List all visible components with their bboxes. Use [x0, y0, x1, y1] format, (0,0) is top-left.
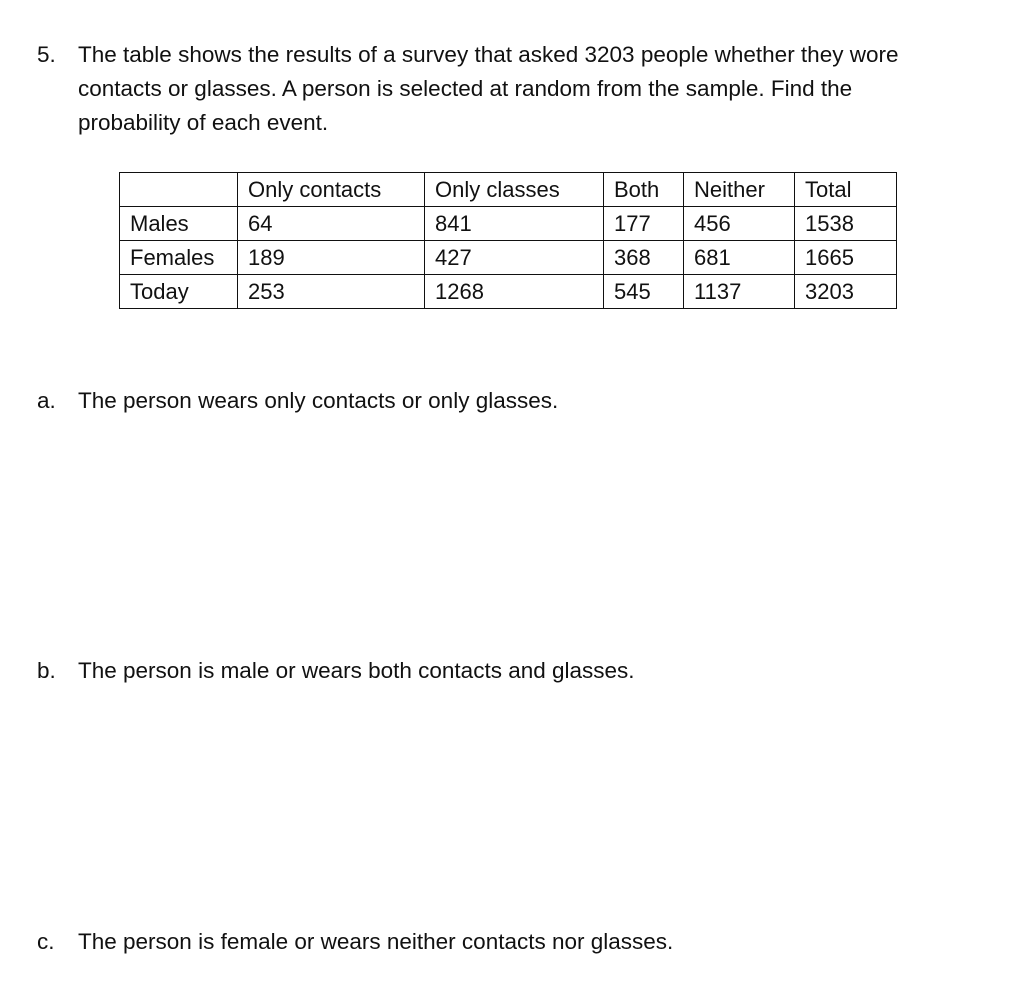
table-header-cell: Neither [684, 173, 795, 207]
part-text: The person wears only contacts or only glasses. [78, 388, 559, 413]
table-cell: 1268 [425, 275, 604, 309]
table-cell: 1538 [795, 207, 897, 241]
survey-table [119, 172, 897, 309]
table-header-cell: Only classes [425, 173, 604, 207]
table-row [120, 207, 897, 241]
table-cell: 545 [604, 275, 684, 309]
problem-line: The table shows the results of a survey that asked 3203 people whether they wore [78, 42, 899, 67]
problem-line: probability of each event. [78, 110, 329, 135]
table-cell: 177 [604, 207, 684, 241]
problem-number: 5. [37, 42, 56, 67]
part-letter: a. [37, 388, 56, 413]
problem-text [78, 38, 1022, 140]
table-cell: 253 [238, 275, 425, 309]
table-row-label: Males [120, 207, 238, 241]
table-cell: 1665 [795, 241, 897, 275]
table-cell: 841 [425, 207, 604, 241]
table-row [120, 275, 897, 309]
part-letter: b. [37, 658, 56, 683]
table-cell: 189 [238, 241, 425, 275]
table-cell: 3203 [795, 275, 897, 309]
table-row [120, 241, 897, 275]
table-header-cell [120, 173, 238, 207]
table-cell: 681 [684, 241, 795, 275]
table-row-label: Females [120, 241, 238, 275]
table-header-cell: Both [604, 173, 684, 207]
part-text: The person is female or wears neither contacts nor glasses. [78, 929, 674, 954]
problem-line: contacts or glasses. A person is selected at random from the sample. Find the [78, 76, 853, 101]
table-header-cell: Total [795, 173, 897, 207]
table-cell: 368 [604, 241, 684, 275]
table-header-cell: Only contacts [238, 173, 425, 207]
table-row-label: Today [120, 275, 238, 309]
table-cell: 64 [238, 207, 425, 241]
table-cell: 427 [425, 241, 604, 275]
part-text: The person is male or wears both contacts and glasses. [78, 658, 635, 683]
part-letter: c. [37, 929, 55, 954]
table-header-row [120, 173, 897, 207]
table-cell: 1137 [684, 275, 795, 309]
table-cell: 456 [684, 207, 795, 241]
